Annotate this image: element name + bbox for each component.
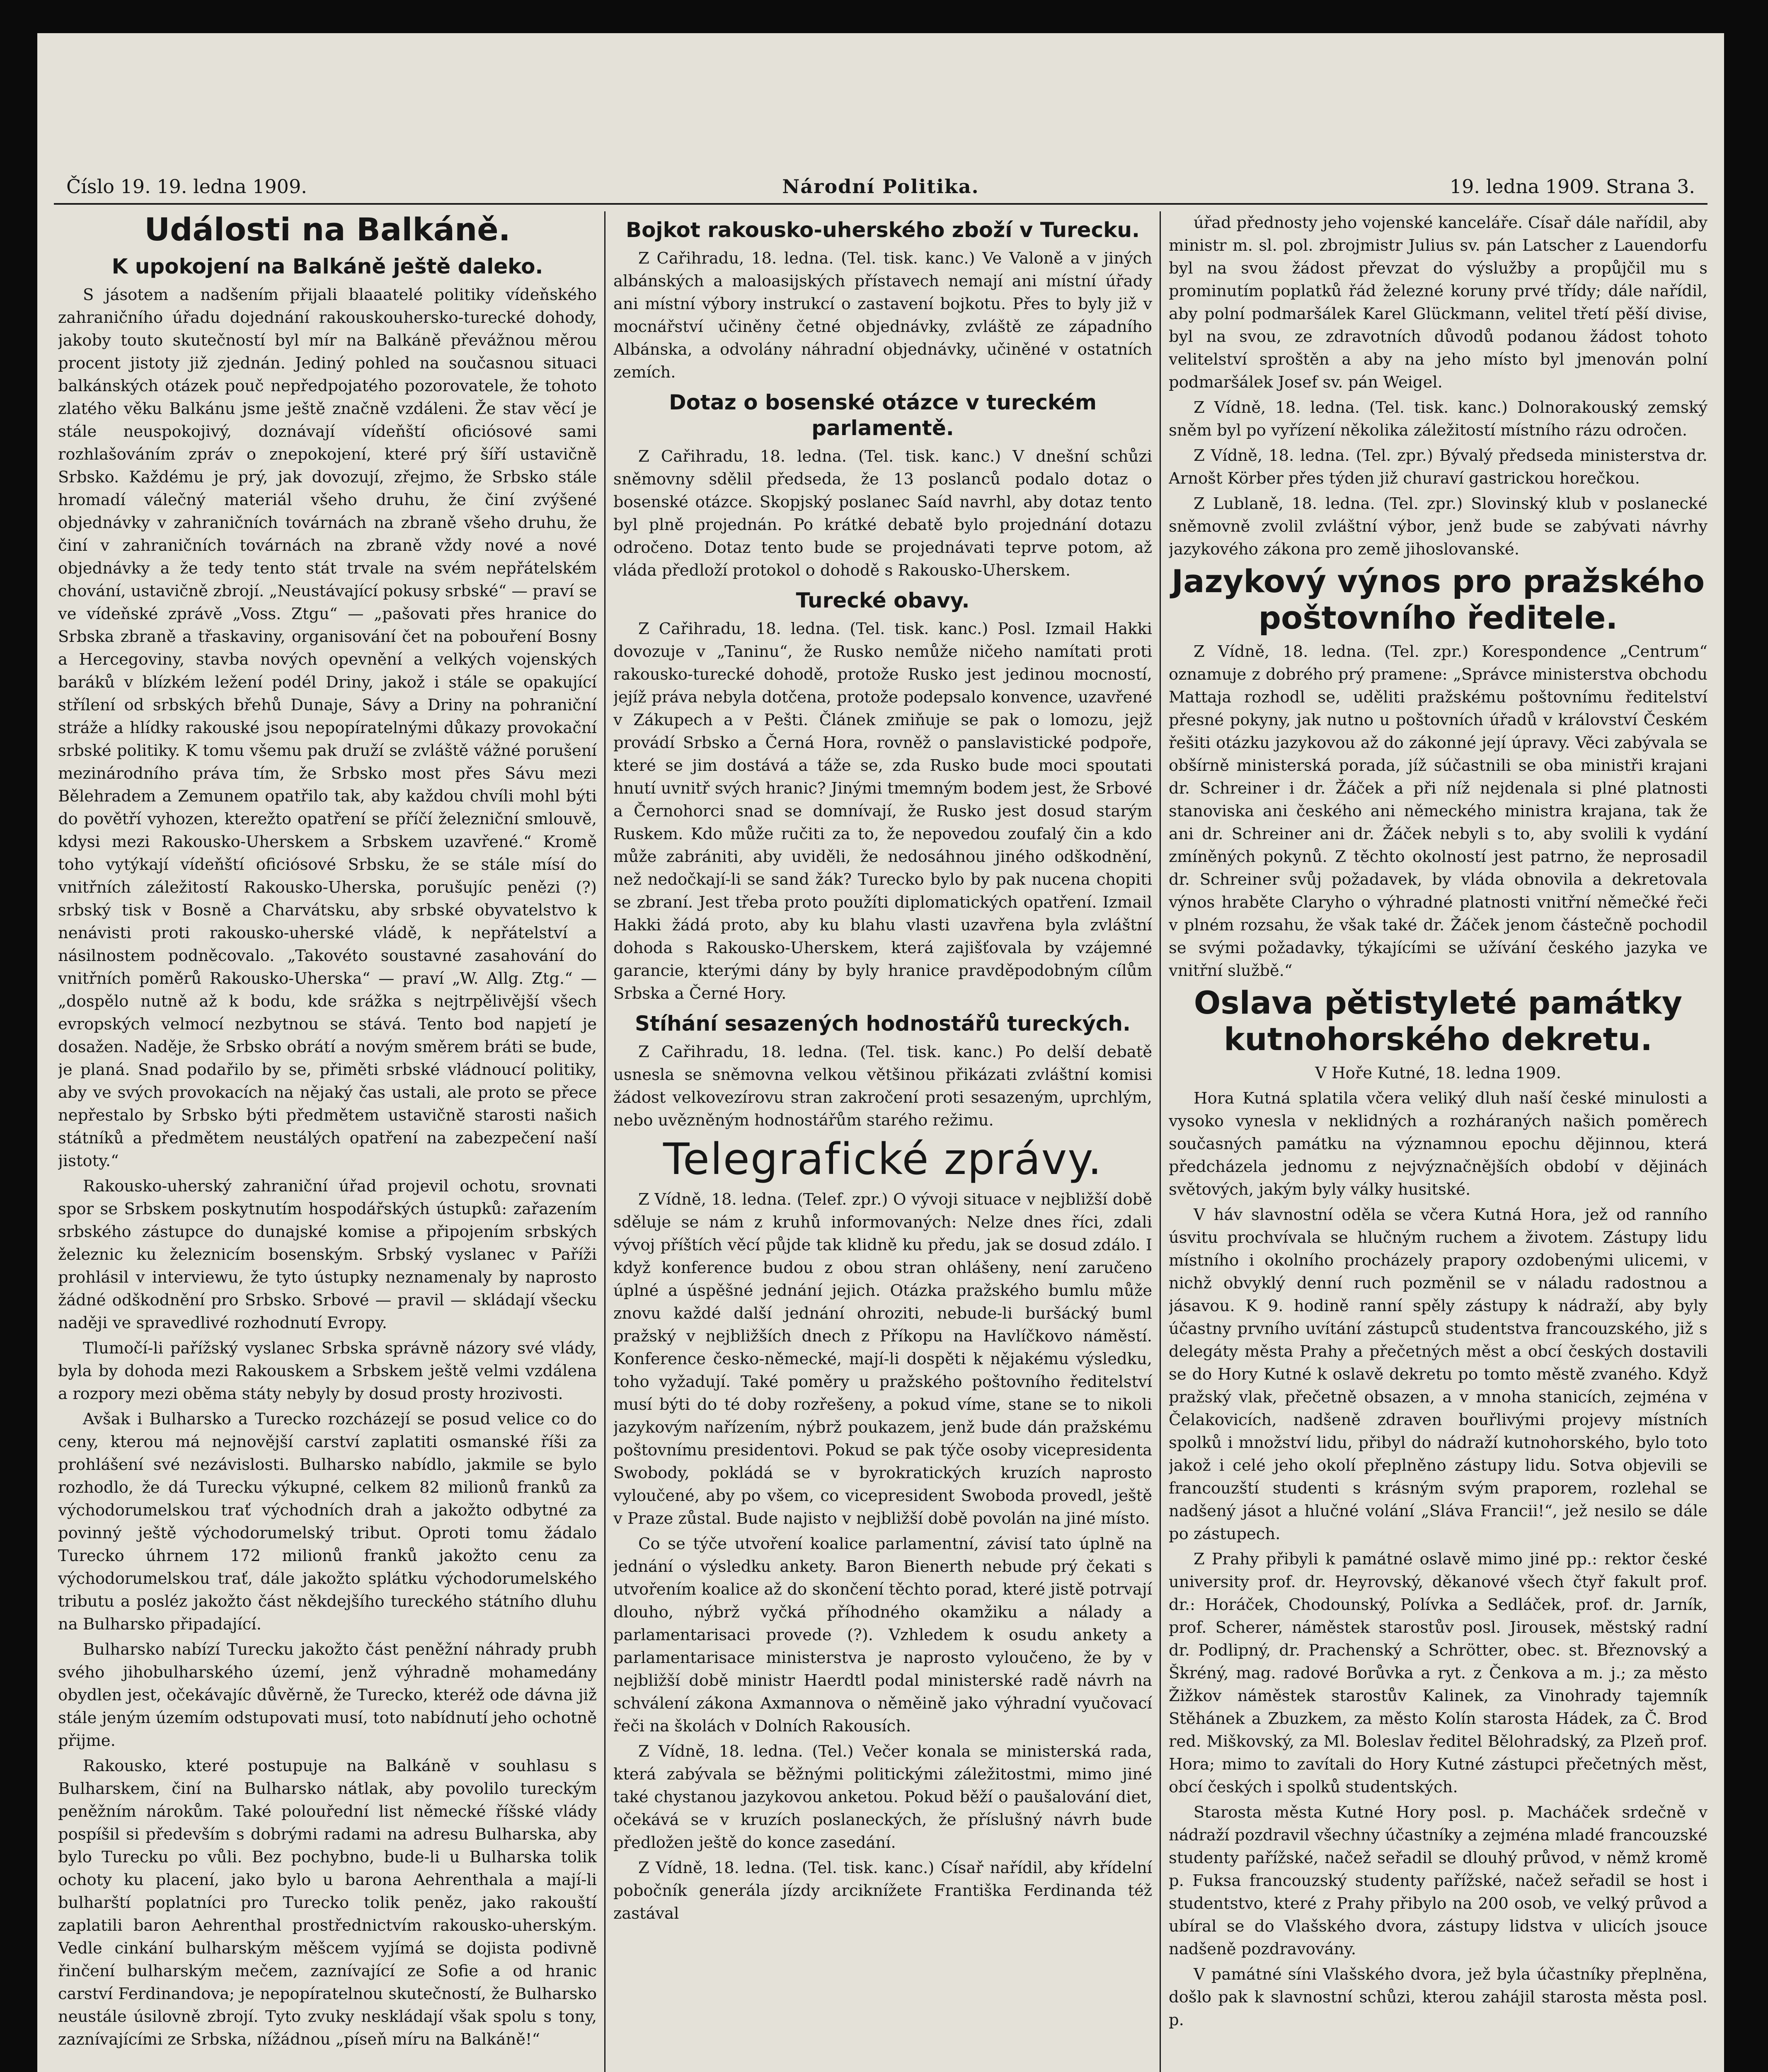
column-3 <box>1169 211 1707 2072</box>
paragraph: Z Cařihradu, 18. ledna. (Tel. tisk. kanc.) V dnešní schůzi sněmovny sdělil předseda, že 13 poslanců podalo dotaz o bosenské otázce. Skopjský poslanec Saíd navrhl, aby dotaz tento byl plně projednán. Po krátké debatě bylo projednání dotazu odročeno. Dotaz tento bude se projednávati teprve potom, až vláda předloží protokol o dohodě s Rakousko-Uherskem. <box>613 447 1152 580</box>
paragraph: Z Vídně, 18. ledna. (Tel. tisk. kanc.) Dolnorakouský zemský sněm byl po vyřízení několika záležitostí místního rázu odročen. <box>1169 398 1707 440</box>
column-rule <box>604 211 605 2072</box>
date-page: 19. ledna 1909. Strana 3. <box>1449 175 1695 198</box>
paragraph: úřad přednosty jeho vojenské kanceláře. Císař dále nařídil, aby ministr m. sl. pol. zbrojmistr Julius sv. pán Latscher z Lauendorfu byl na svou žádost převzat do výslužby a propůjčil mu s prominutím poplatků řád železné koruny prvé třídy; dále nařídil, aby polní podmaršálek Karel Glückmann, velitel třetí pěší divise, byl na svou, ze zdravotních důvodů podanou žádost tohoto velitelství sproštěn a aby na jeho místo byl jmenován polní podmaršálek Josef sv. pán Weigel. <box>1169 213 1707 392</box>
page-header <box>54 170 1707 205</box>
paragraph: V památné síni Vlašského dvora, jež byla účastníky přeplněna, došlo pak k slavnostní schůzi, kterou zahájil starosta města posl. p. <box>1169 1965 1707 2029</box>
paragraph: Z Prahy přibyli k památné oslavě mimo jiné pp.: rektor české university prof. dr. Heyrovský, děkanové všech čtyř fakult prof. dr.: Horáček, Chodounský, Polívka a Sedláček, prof. dr. Jarník, prof. Scherer, náměstek starostův posl. Jirousek, městský radní dr. Podlipný, dr. Prachenský a Schrötter, obec. st. Březnovský a Škréný, mag. radové Borůvka a ryt. z Čenkova a m. j.; za město Žižkov náměstek starostův Kalinek, za Vinohrady tajemník Stěhánek a Zbuzkem, za město Kolín starosta Hádek, za Č. Brod red. Miškovský, za Ml. Boleslav ředitel Bělohradský, za Plzeň prof. Hora; mimo to zavítali do Hory Kutné zástupci přečetných měst, obcí českých i spolků studentských. <box>1169 1550 1707 1796</box>
paragraph: Hora Kutná splatila včera veliký dluh naší české minulosti a vysoko vynesla v neklidných a rozháraných našich poměrech současných památku na významnou epochu dějinnou, která předcházela jednomu z nejvýznačnějších období v dějinách světových, jakým byly války husitské. <box>1169 1089 1707 1199</box>
paragraph: Co se týče utvoření koalice parlamentní, závisí tato úplně na jednání o výsledku ankety. Baron Bienerth nebude prý čekati s utvořením koalice až do skončení těchto porad, které jistě potrvají dlouho, nýbrž vyčká příhodného okamžiku a nálady a parlamentarisaci provede (?). Vzhledem k osudu ankety a parlamentarisace ministerstva je naprosto vyloučeno, že by v nejbližší době ministr Haerdtl podal ministerské radě návrh na schválení zákona Axmannova o něměině jako výhradní vyučovací řeči na školách v Dolních Rakousích. <box>613 1535 1152 1736</box>
paragraph: Z Vídně, 18. ledna. (Telef. zpr.) O vývoji situace v nejbližší době sděluje se nám z kruhů informovaných: Nelze dnes říci, zdali vývoj příštích věcí půjde tak klidně ku předu, jak se dosud zdálo. I když konference budou z obou stran ohlášeny, není zaručeno úplné a úspěšné jednání jejich. Otázka pražského bumlu může znovu každé další jednání ohroziti, nebude-li buršácký buml pražský v nejbližších dnech z Příkopu na Havlíčkovo náměstí. Konference česko-německé, mají-li dospěti k nějakému výsledku, toho vyžadují. Také poměry u pražského poštovního ředitelství musí býti do té doby rozřešeny, a pokud víme, stane se to nikoli jazykovým nařízením, nýbrž poukazem, jenž bude dán pražskému poštovnímu presidentovi. Pokud se pak týče osoby vicepresidenta Swobody, pokládá se v byrokratických kruzích naprosto vyloučené, aby po všem, co vicepresident Swoboda provedl, ještě v Praze zůstal. Bude najisto v nejbližší době povolán na jiné místo. <box>613 1190 1152 1528</box>
article-title: Jazykový výnos pro pražského poštovního ředitele. <box>1171 563 1705 636</box>
paragraph: Z Vídně, 18. ledna. (Tel.) Večer konala se ministerská rada, která zabývala se běžnými politickými záležitostmi, mimo jiné také chystanou jazykovou anketou. Pokud běží o paušalování diet, očekává se v kruzích poslaneckých, že příslušný návrh bude předložen ještě do konce zasedání. <box>613 1742 1152 1852</box>
article-title: Události na Balkáně. <box>144 211 511 248</box>
article-subtitle: K upokojení na Balkáně ještě daleko. <box>111 254 543 278</box>
paragraph: Z Lublaně, 18. ledna. (Tel. zpr.) Slovinský klub v poslanecké sněmovně zvolil zvláštní výbor, jenž bude se zabývati návrhy jazykového zákona pro země jihoslovanské. <box>1169 494 1707 559</box>
section-title: Telegrafické zprávy. <box>663 1134 1102 1184</box>
paragraph: Rakousko, které postupuje na Balkáně v souhlasu s Bulharskem, činí na Bulharsko nátlak, aby povolilo tureckým peněžním nárokům. Také polouřední list německé říšské vlády pospíšil si především s dobrými radami na adresu Bulharska, aby bylo Turecku po vůli. Bez pochybno, bude-li u Bulharska tolik ochoty ku placení, jako bylo u barona Aehrenthala a mají-li bulharští poplatníci pro Turecko tolik peněz, jako rakouští zaplatili baron Aehrenthal prostřednictvím rakousko-uherským. Vedle cinkání bulharským měšcem vyjímá se dojista podivně řinčení bulharským mečem, zaznívající ze Sofie a od hranic carství Ferdinandova; je nepopíratelnou skutečností, že Bulharsko neustále úsilovně zbrojí. Tyto zvuky neskládají však spolu s tony, zaznívajícími ze Srbska, nížádnou „píseň míru na Balkáně!“ <box>58 1757 597 2049</box>
paragraph: Z Vídně, 18. ledna. (Tel. zpr.) Korespondence „Centrum“ oznamuje z dobrého prý pramene: „Správce ministerstva obchodu Mattaja rozhodl se, uděliti pražskému poštovnímu ředitelství přesné pokyny, jak nutno u poštovních úřadů v království Českém řešiti otázku jazykovou až do zákonné její úpravy. Věci zabývala se obšírně ministerská porada, jíž súčastnili se oba ministři krajani dr. Schreiner i dr. Žáček a při níž nejdenala si plné platnosti stanoviska ani českého ani německého ministra krajana, tak že ani dr. Schreiner ani dr. Žáček nebyli s to, aby svolili k vydání zmíněných pokynů. Z těchto okolností jest patrno, že neprosadil dr. Schreiner svůj požadavek, by vláda obnovila a dekretovala výnos hraběte Claryho o výhradné platnosti vnitřní němečké řeči v plném rozsahu, že však také dr. Žáček jenom částečně pochodil se svými požadavky, týkajícími se užívání českého jazyka ve vnitřní službě.“ <box>1169 642 1707 980</box>
paragraph: Z Cařihradu, 18. ledna. (Tel. tisk. kanc.) Ve Valoně a v jiných albánských a maloasijských přístavech nemají ani místní úřady ani místní výbory instrukcí o zastavení bojkotu. Přes to byly již v mocnářství učiněny četné objednávky, zvláště ze západního Albánska, a odvolány náhradní objednávky, učiněné v ostatních zemích. <box>613 249 1152 382</box>
article-heading: Turecké obavy. <box>796 588 970 612</box>
paragraph: Tlumočí-li pařížský vyslanec Srbska správně názory své vlády, byla by dohoda mezi Rakouskem a Srbskem ještě velmi vzdálena a rozpory mezi oběma státy nebyly by dosud prosty hrozivosti. <box>58 1339 597 1403</box>
article-heading: Dotaz o bosenské otázce v tureckém parlamentě. <box>669 390 1097 440</box>
article-title: Oslava pětistyleté památky kutnohorského dekretu. <box>1194 984 1683 1058</box>
article-heading: Bojkot rakousko-uherského zboží v Turecku. <box>625 218 1140 242</box>
paragraph: Z Cařihradu, 18. ledna. (Tel. tisk. kanc.) Posl. Izmail Hakki dovozuje v „Taninu“, že Rusko nemůže ničeho namítati proti rakousko-turecké dohodě, protože Rusko jest jedinou mocností, jejíž práva nebyla dotčena, protože podepsalo konvence, uzavřené v Zákupech a v Pešti. Článek zmiňuje se pak o lomozu, jejž provádí Srbsko a Černá Hora, rovněž o panslavistické podpoře, které se jim dostává a táže se, zda Rusko bude moci spoutati hnutí uvnitř svých hranic? Jinými tmemným bodem jest, že Srbové a Černohorci snad se domnívají, že Rusko jest dosud starým Ruskem. Kdo může ručiti za to, že nepovedou zoufalý čin a kdo může zabrániti, aby uviděli, že nedosáhnou jiného odškodnění, než nedočkají-li se sand žák? Turecko bylo by pak nucena chopiti se zbraní. Jest třeba proto použíti diplomatických opatření. Izmail Hakki žádá proto, aby ku blahu vlasti uzavřena byla zvláštní dohoda s Rakousko-Uherskem, která zajišťovala by vzájemné garancie, kterými dány by byly hranice pravděpodobným cílům Srbska a Černé Hory. <box>613 620 1152 1003</box>
paragraph: V háv slavnostní oděla se včera Kutná Hora, jež od ranního úsvitu prochvívala se hlučným ruchem a životem. Zástupy lidu místního i okolního procházely prapory ozdobenými ulicemi, v nichž obvyklý denní ruch pozměnil se v náladu radostnou a jásavou. K 9. hodině ranní spěly zástupy k nádraží, aby byly účastny prvního uvítání zástupců studentstva francouzského, již s delegáty města Prahy a přečetných měst a obcí českých dostavili se do Hory Kutné k oslavě dekretu po tomto městě zvaného. Když pražský vlak, přečetně obsazen, a v mnoha stanicích, zejména v Čelakovicích, nadšeně zdraven bouřlivými projevy místních spolků i množství lidu, přibyl do nádraží kutnohorského, bylo toto jakož i celé jeho okolí přeplněno zástupy lidu. Sotva objevili se francouzští studenti s krásným svým praporem, rozlehal se nadšený jásot a hlučné volání „Sláva Francii!“, jež nesilo se dále po zástupech. <box>1169 1205 1707 1543</box>
column-2 <box>613 211 1152 2072</box>
article-heading: Stíhání sesazených hodnostářů tureckých. <box>635 1012 1131 1036</box>
paragraph: Bulharsko nabízí Turecku jakožto část peněžní náhrady prubh svého jihobulharského území, jenž výhradně mohamedány obydlen jest, očekávajíc důvěrně, že Turecko, kteréž ode dávna již stále jeným územím odstupovati musí, toto nabídnutí jeho ochotně přijme. <box>58 1640 597 1750</box>
paragraph: Z Vídně, 18. ledna. (Tel. tisk. kanc.) Císař nařídil, aby křídelní pobočník generála jízdy arciknížete Františka Ferdinanda též zastával <box>613 1859 1152 1923</box>
masthead: Národní Politika. <box>782 175 979 198</box>
paragraph: Z Vídně, 18. ledna. (Tel. zpr.) Bývalý předseda ministerstva dr. Arnošt Körber přes týden již churaví gastrickou horečkou. <box>1169 446 1707 488</box>
paragraph: Rakousko-uherský zahraniční úřad projevil ochotu, srovnati spor se Srbskem poskytnutím hospodářských ústupků: zařazením srbského zástupce do dunajské komise a připojením srbských železnic ku železnicím bosenským. Srbský vyslanec v Paříži prohlásil v interviewu, že tyto ústupky neznamenaly by naprosto žádné odškodnění pro Srbsko. Srbové — pravil — skládají všecku naději ve spravedlivé rozhodnutí Evropy. <box>58 1177 597 1332</box>
column-1 <box>58 211 597 2072</box>
paragraph: S jásotem a nadšením přijali blaaatelé politiky vídeňského zahraničního úřadu dojednání rakouskouhersko-turecké dohody, jakoby touto skutečností byl mír na Balkáně převážnou měrou procent jistoty již zjednán. Jediný pohled na současnou situaci balkánských otázek pouč nepředpojatého pozorovatele, že tohoto zlatého věku Balkánu jsme ještě značně vzdáleni. Že stav věcí je stále neuspokojivý, doznávají vídeňští oficiósové sami rozhlašováním zpráv o znepokojení, které prý šíří ustavičně Srbsko. Každému je prý, jak dovozují, zřejmo, že Srbsko stále hromadí válečný materiál všeho druhu, že činí zvýšené objednávky v zahraničních továrnách na zbraně všeho druhu, že činí v zahraničních továrnách na zbraně vždy nové a nové objednávky a že tedy tento stát trvale na svém nepřátelském chování, ustavičně zbrojí. „Neustávající pokusy srbské“ — praví se ve vídeňské zprávě „Voss. Ztgu“ — „pašovati přes hranice do Srbska zbraně a třaskaviny, organisování čet na pobouření Bosny a Hercegoviny, stavba nových opevnění a velkých vojenských baráků v blízkém ležení podél Driny, jakož i stále se opakující střílení od srbských břehů Dunaje, Sávy a Driny na pohraniční stráže a hlídky rakouské jsou nepopíratelnými důkazy provokační srbské politiky. K tomu všemu pak druží se zvláště vážné porušení mezinárodního práva tím, že Srbsko most přes Sávu mezi Bělehradem a Zemunem opatřilo tak, aby každou chvíli mohl býti do povětří vyhozen, kterežto opatření se příčí železniční smlouvě, kdysi mezi Rakousko-Uherskem a Srbskem uzavřené.“ Kromě toho vytýkají vídeňští oficiósové Srbsku, že se stále mísí do vnitřních záležitostí Rakousko-Uherska, porušujíc penězi (?) srbský tisk v Bosně a Charvátsku, aby srbské obyvatelstvo k nenávisti proti rakousko-uherské vládě, k nepřátelství a násilnostem podněcovalo. „Takovéto soustavné zasahování do vnitřních poměrů Rakousko-Uherska“ — praví „W. Allg. Ztg.“ — „dospělo nutně až k bodu, kde srážka s nejtrpělivější všech evropských velmocí nezbytnou se stává. Tento bod napjetí je dosažen. Naděje, že Srbsko obrátí a novým směrem bráti se bude, je planá. Snad podařilo by se, přiměti srbské vládnoucí politiky, aby ve svých provokacích na nějaký čas ustali, ale proto se přece nepřestalo by Srbsko býti předmětem ustavičně starosti našich státníků a předmětem neustálých opatření na zabezpečení naší jistoty.“ <box>58 286 597 1170</box>
issue-info: Číslo 19. 19. ledna 1909. <box>66 175 307 198</box>
paragraph: Starosta města Kutné Hory posl. p. Macháček srdečně v nádraží pozdravil všechny účastníky a zejména mladé francouzské studenty pařížské, načež seřadil se dlouhý průvod, v němž kromě p. Fuksa francouzský studenty pařížské, načež seřadil se host i studentstvo, které z Prahy přibylo na 200 osob, ve velký průvod a ubíral se do Vlašského dvora, zástupy lidstva v ulicích jsouce nadšeně pozdravovány. <box>1169 1803 1707 1958</box>
newspaper-page <box>37 33 1724 2072</box>
dateline: V Hoře Kutné, 18. ledna 1909. <box>1315 1064 1561 1082</box>
paragraph: Z Cařihradu, 18. ledna. (Tel. tisk. kanc.) Po delší debatě usnesla se sněmovna velkou většinou přikázati zvláštní komisi žádost velkovezírovu stran zakročení proti sesazeným, uprchlým, nebo uvězněným hodnostářům starého režimu. <box>613 1043 1152 1130</box>
paragraph: Avšak i Bulharsko a Turecko rozcházejí se posud velice co do ceny, kterou má nejnovější carství zaplatiti osmanské říši za prohlášení své nezávislosti. Bulharsko nabídlo, jakmile se bylo rozhodlo, že dá Turecku výkupné, celkem 82 milionů franků za východorumelskou trať východních drah a jakožto odbytné za povinný ještě východorumelský tribut. Oproti tomu žádalo Turecko úhrnem 172 milionů franků jakožto cenu za východorumelskou trať, dále jakožto splátku východorumelského tributu a posléz jakožto část někdejšího tureckého státního dluhu na Bulharsko připadající. <box>58 1410 597 1634</box>
column-rule <box>1160 211 1161 2072</box>
